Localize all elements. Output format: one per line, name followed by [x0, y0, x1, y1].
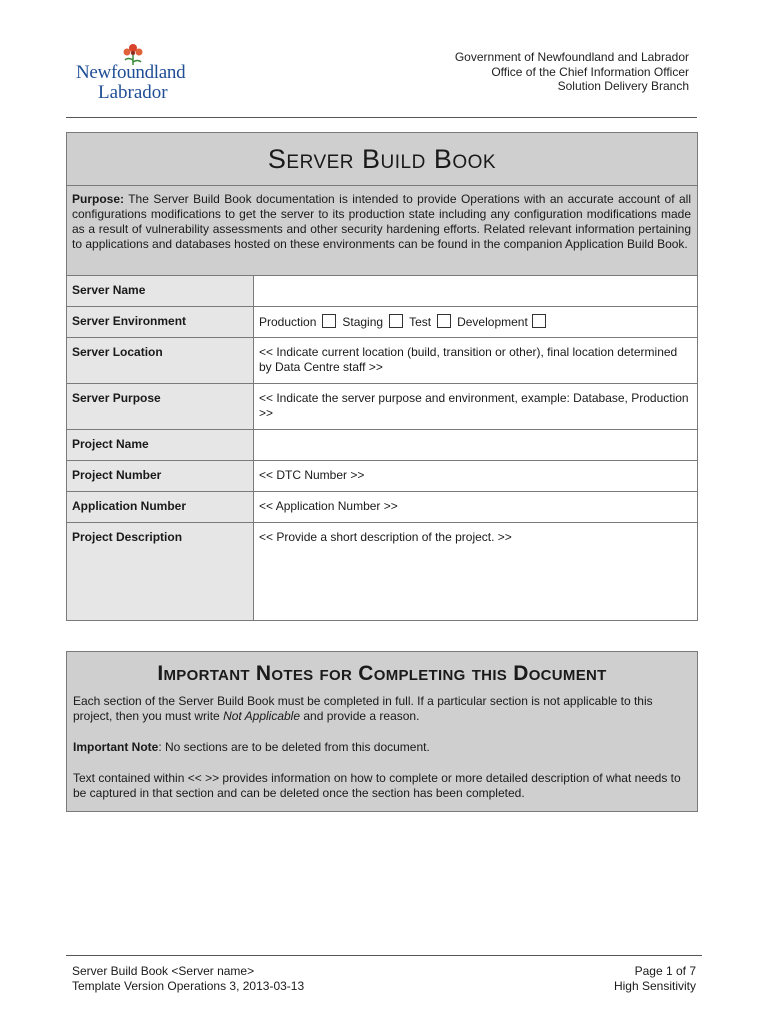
application-number-label: Application Number — [67, 492, 254, 523]
server-environment-label: Server Environment — [67, 307, 254, 338]
server-purpose-label: Server Purpose — [67, 384, 254, 430]
production-checkbox[interactable] — [322, 314, 336, 328]
table-row — [67, 307, 698, 338]
option-production-label: Production — [259, 315, 317, 329]
footer-divider — [66, 955, 702, 956]
document-title: Server Build Book — [267, 143, 497, 174]
test-checkbox[interactable] — [437, 314, 451, 328]
footer-page-number: Page 1 of 7 — [634, 964, 696, 978]
notes-p1-text: Each section of the Server Build Book must be completed in full. If a particular section is not applicable to this project, then you must write — [73, 694, 653, 723]
notes-paragraph-markers: Text contained within << >> provides information on how to complete or more detailed description of what needs to be captured in that section and can be deleted once the section has been completed. — [73, 771, 681, 800]
table-row — [67, 523, 698, 621]
notes-p2-text: : No sections are to be deleted from this document. — [158, 740, 430, 754]
server-name-label: Server Name — [67, 276, 254, 307]
project-description-label: Project Description — [67, 523, 254, 621]
table-row — [67, 461, 698, 492]
header-line-branch: Solution Delivery Branch — [557, 79, 689, 93]
header-line-office: Office of the Chief Information Officer — [491, 64, 689, 79]
server-location-field[interactable]: << Indicate current location (build, transition or other), final location determined by Data Centre staff >> — [254, 338, 698, 384]
server-location-label: Server Location — [67, 338, 254, 384]
table-row — [67, 338, 698, 384]
table-row — [67, 276, 698, 307]
purpose-label: Purpose: — [72, 192, 125, 206]
logo-newfoundland-text: Newfoundland — [76, 62, 186, 83]
application-number-field[interactable]: << Application Number >> — [254, 492, 698, 523]
notes-p1-emphasis: Not Applicable — [223, 709, 301, 723]
footer-document-name: Server Build Book <Server name> — [72, 964, 255, 978]
notes-p1-text-end: and provide a reason. — [300, 709, 420, 723]
table-row — [67, 492, 698, 523]
notes-paragraph-applicability — [67, 694, 697, 724]
option-staging-label: Staging — [342, 315, 384, 329]
title-cell — [67, 133, 698, 186]
server-purpose-field[interactable]: << Indicate the server purpose and environment, example: Database, Production >> — [254, 384, 698, 430]
important-notes-box — [66, 651, 698, 812]
important-notes-title: Important Notes for Completing this Document — [157, 662, 607, 685]
project-name-field[interactable] — [254, 430, 698, 461]
option-development-label: Development — [457, 315, 528, 329]
staging-checkbox[interactable] — [389, 314, 403, 328]
header-line-government: Government of Newfoundland and Labrador — [454, 50, 689, 64]
server-environment-options — [254, 307, 698, 338]
project-number-label: Project Number — [67, 461, 254, 492]
project-number-field[interactable]: << DTC Number >> — [254, 461, 698, 492]
logo — [74, 42, 194, 104]
notes-paragraph-deletion — [67, 740, 697, 755]
table-row — [67, 430, 698, 461]
header-organization — [455, 50, 689, 94]
footer-template-version: Template Version Operations 3, 2013-03-13 — [72, 978, 305, 993]
option-test-label: Test — [409, 315, 432, 329]
header-divider — [66, 117, 697, 118]
development-checkbox[interactable] — [532, 314, 546, 328]
server-name-field[interactable] — [254, 276, 698, 307]
project-name-label: Project Name — [67, 430, 254, 461]
footer-sensitivity: High Sensitivity — [613, 978, 696, 993]
purpose-text: The Server Build Book documentation is intended to provide Operations with an accurate account of all configurations modifications to get the server to its production state including any configuration modifications made as a result of vulnerability assessments and other security hardening efforts. Related relevant information pertaining to applications and databases hosted on these environments can be found in the companion Application Build Book. — [72, 192, 691, 251]
table-row — [67, 384, 698, 430]
server-info-table — [66, 132, 698, 621]
project-description-field[interactable]: << Provide a short description of the project. >> — [254, 523, 698, 621]
footer-right — [614, 964, 696, 993]
notes-p2-label: Important Note — [73, 740, 159, 754]
footer-left — [72, 964, 304, 993]
logo-labrador-text: Labrador — [98, 82, 168, 103]
purpose-section — [67, 186, 698, 276]
